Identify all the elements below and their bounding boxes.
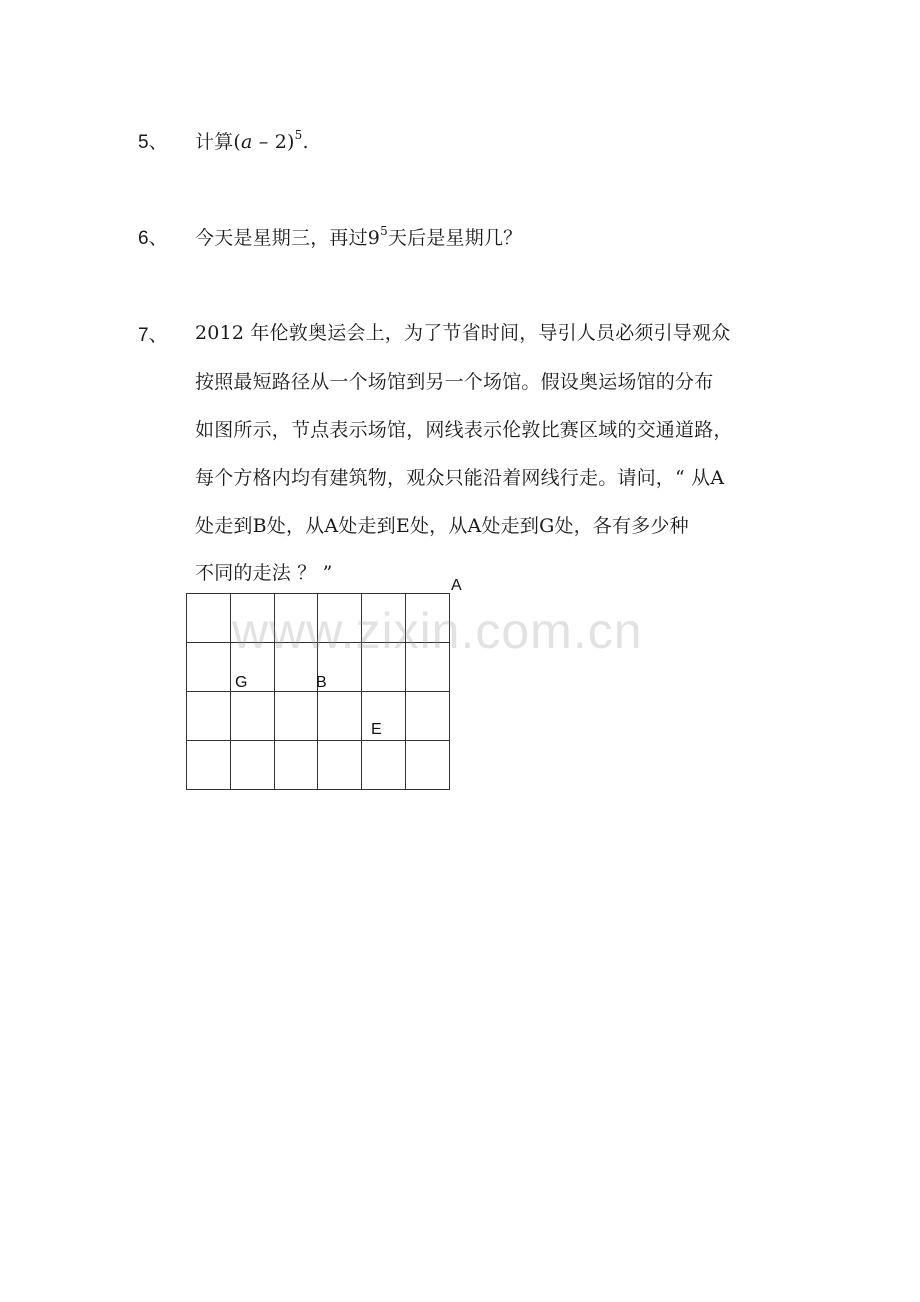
question-7-line-1: 2012 年伦敦奥运会上，为了节省时间，导引人员必须引导观众 — [195, 322, 731, 344]
question-7-line-4: 每个方格内均有建筑物，观众只能沿着网线行走。请问，“ 从A — [195, 467, 725, 489]
question-5-prefix: 计算( — [195, 131, 242, 153]
question-6-prefix: 今天是星期三，再过9 — [195, 227, 381, 249]
question-5-mid: – 2) — [252, 131, 295, 153]
node-label-g: G — [235, 674, 248, 691]
question-6-exponent: 5 — [380, 223, 388, 238]
watermark: www.zixin.com.cn — [232, 603, 643, 659]
node-label-e: E — [371, 721, 382, 738]
question-7-line-3: 如图所示，节点表示场馆，网线表示伦敦比赛区域的交通道路， — [195, 419, 733, 441]
question-6-text — [195, 223, 522, 250]
node-label-b: B — [316, 674, 327, 691]
question-7-number: 7、 — [138, 325, 168, 346]
question-5-suffix: . — [302, 131, 309, 153]
question-7-line-6: 不同的走法 ？ ” — [195, 562, 333, 584]
question-7-line-5: 处走到B处，从A处走到E处，从A处走到G处，各有多少种 — [195, 515, 689, 537]
question-5-number: 5、 — [138, 132, 168, 153]
question-7-line-2: 按照最短路径从一个场馆到另一个场馆。假设奥运场馆的分布 — [195, 371, 714, 393]
question-5-exponent: 5 — [294, 127, 303, 142]
question-6-number: 6、 — [138, 228, 168, 249]
question-6-suffix: 天后是星期几？ — [387, 227, 523, 249]
question-5-text — [195, 127, 309, 154]
node-label-a: A — [451, 577, 462, 594]
question-5-variable: a — [241, 131, 253, 153]
